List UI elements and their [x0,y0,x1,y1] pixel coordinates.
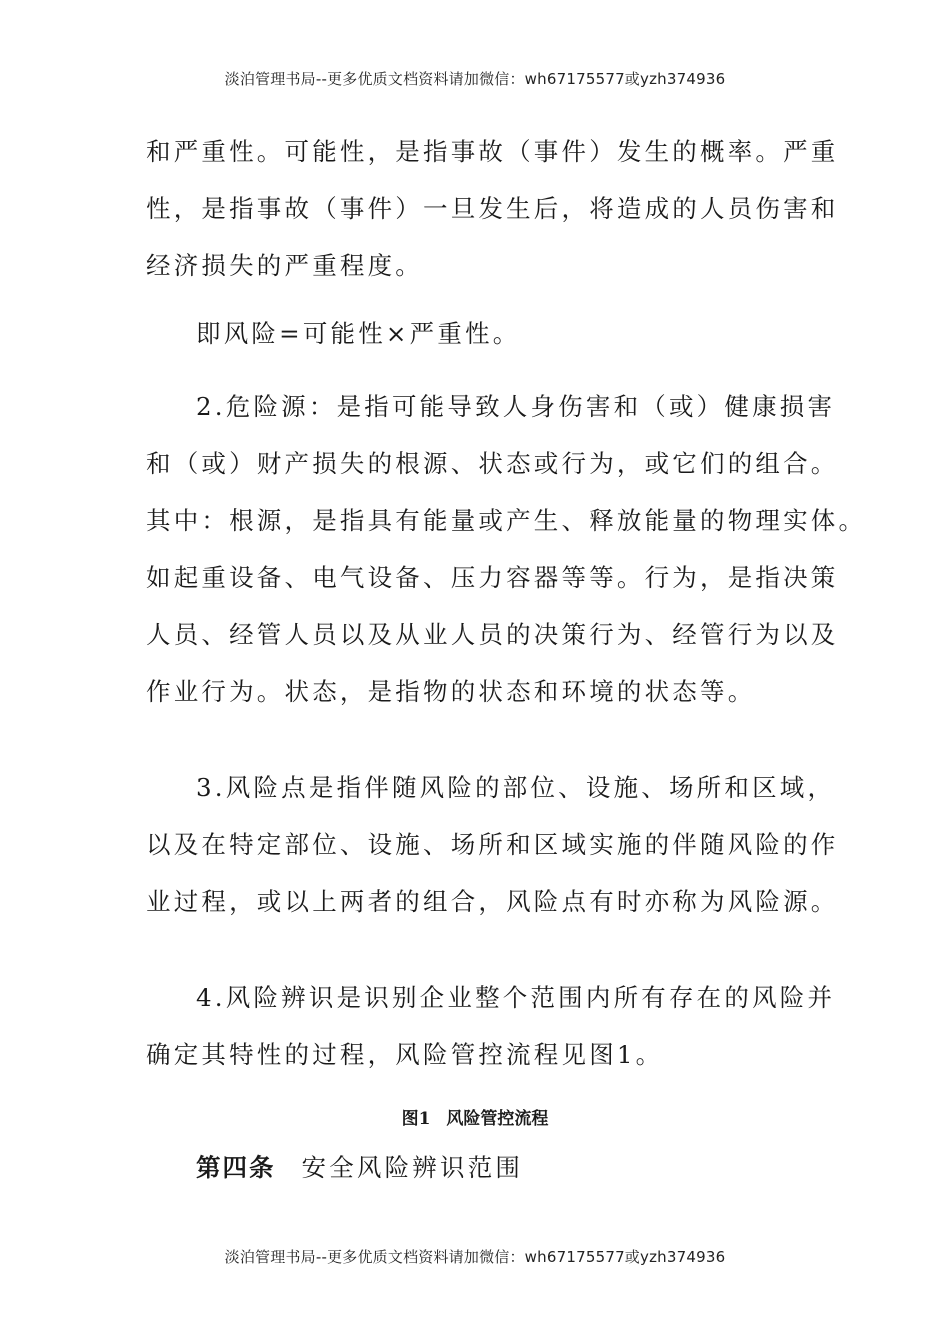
figure-title: 风险管控流程 [446,1109,549,1129]
figure-number: 图1 [401,1109,431,1129]
body-line: 其中：根源，是指具有能量或产生、释放能量的物理实体。 [146,506,867,535]
body-line: 和严重性。可能性，是指事故（事件）发生的概率。严重 [146,137,839,166]
paragraph-risk-identification: 4.风险辨识是识别企业整个范围内所有存在的风险并 [196,983,836,1012]
body-line: 如起重设备、电气设备、压力容器等等。行为，是指决策 [146,563,839,592]
page-footer-watermark: 淡泊管理书局--更多优质文档资料请加微信：wh67175577或yzh374936 [224,1248,726,1266]
body-line: 经济损失的严重程度。 [146,251,423,280]
body-line: 性，是指事故（事件）一旦发生后，将造成的人员伤害和 [146,194,839,223]
paragraph-risk-point: 3.风险点是指伴随风险的部位、设施、场所和区域， [196,773,836,802]
body-line: 作业行为。状态，是指物的状态和环境的状态等。 [146,677,756,706]
body-line: 业过程，或以上两者的组合，风险点有时亦称为风险源。 [146,887,839,916]
paragraph-hazard-source: 2.危险源：是指可能导致人身伤害和（或）健康损害 [196,392,836,421]
article-heading [196,1153,524,1182]
body-line: 确定其特性的过程，风险管控流程见图1。 [146,1040,664,1069]
body-line: 以及在特定部位、设施、场所和区域实施的伴随风险的作 [146,830,839,859]
body-line: 人员、经管人员以及从业人员的决策行为、经管行为以及 [146,620,839,649]
article-title: 安全风险辨识范围 [301,1153,524,1182]
article-number: 第四条 [196,1153,276,1182]
page-header-watermark: 淡泊管理书局--更多优质文档资料请加微信：wh67175577或yzh374936 [224,70,726,88]
body-line: 和（或）财产损失的根源、状态或行为，或它们的组合。 [146,449,839,478]
risk-formula: 即风险=可能性×严重性。 [196,319,521,348]
figure-caption [0,1104,950,1129]
